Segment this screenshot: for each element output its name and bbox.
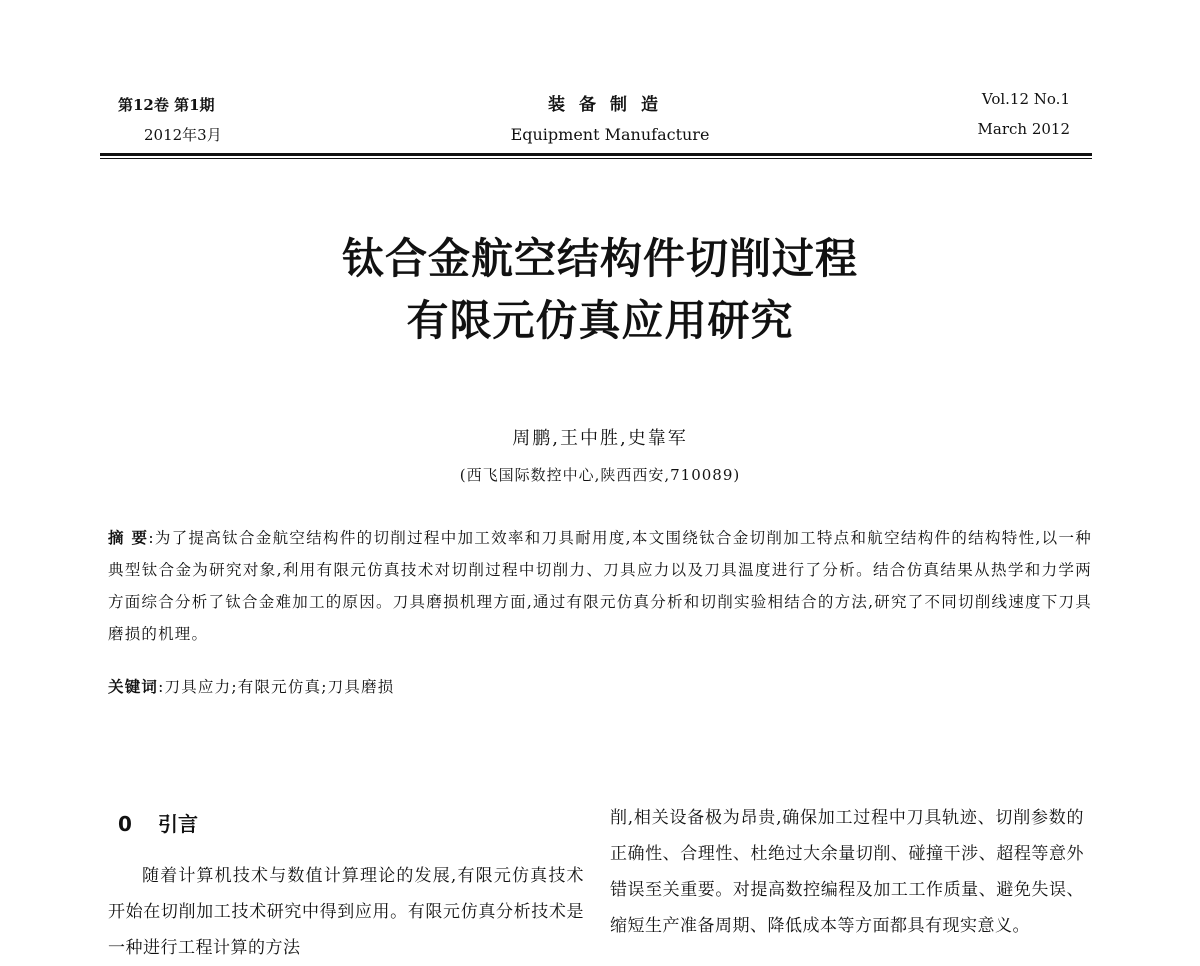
- abstract-label: 摘 要: [108, 529, 149, 547]
- section-heading: [118, 808, 198, 837]
- authors: 周鹏,王中胜,史靠军: [512, 428, 688, 449]
- left-paragraph: 随着计算机技术与数值计算理论的发展,有限元仿真技术开始在切削加工技术研究中得到应用。有限元仿真分析技术是一种进行工程计算的方法: [108, 866, 584, 958]
- article-title: [0, 228, 1200, 352]
- section-number: 0: [118, 812, 132, 836]
- section-title: 引言: [158, 812, 198, 836]
- journal-header-left: [118, 90, 222, 150]
- date-cn: 2012年3月: [144, 126, 222, 144]
- journal-header-center: [440, 90, 780, 150]
- affiliation: (西飞国际数控中心,陕西西安,710089): [459, 466, 741, 484]
- right-column: [610, 800, 1084, 944]
- abstract-text: :为了提高钛合金航空结构件的切削过程中加工效率和刀具耐用度,本文围绕钛合金切削加工特点和航空结构件的结构特性,以一种典型钛合金为研究对象,利用有限元仿真技术对切削过程中切削力、刀具应力以及刀具温度进行了分析。结合仿真结果从热学和力学两方面综合分析了钛合金难加工的原因。刀具磨损机理方面,通过有限元仿真分析和切削实验相结合的方法,研究了不同切削线速度下刀具磨损的机理。: [108, 529, 1092, 643]
- journal-name-en: Equipment Manufacture: [510, 125, 710, 144]
- journal-header-right: [900, 84, 1070, 144]
- title-line-2: 有限元仿真应用研究: [406, 296, 794, 345]
- date-en: March 2012: [977, 120, 1070, 138]
- header-rule-thin: [100, 158, 1092, 159]
- right-paragraph: 削,相关设备极为昂贵,确保加工过程中刀具轨迹、切削参数的正确性、合理性、杜绝过大余量切削、碰撞干涉、超程等意外错误至关重要。对提高数控编程及加工工作质量、避免失误、缩短生产准备周期、降低成本等方面都具有现实意义。: [610, 808, 1084, 936]
- journal-name-cn: 装备制造: [548, 95, 672, 115]
- keywords: [108, 675, 394, 697]
- title-line-1: 钛合金航空结构件切削过程: [341, 234, 858, 283]
- keywords-label: 关键词: [108, 678, 159, 696]
- volume-issue-en: Vol.12 No.1: [981, 90, 1070, 108]
- keywords-text: :刀具应力;有限元仿真;刀具磨损: [158, 678, 395, 696]
- header-rule-thick: [100, 153, 1092, 156]
- volume-issue-cn: 第12卷 第1期: [118, 96, 215, 114]
- left-column: [108, 858, 584, 966]
- abstract: [108, 522, 1092, 650]
